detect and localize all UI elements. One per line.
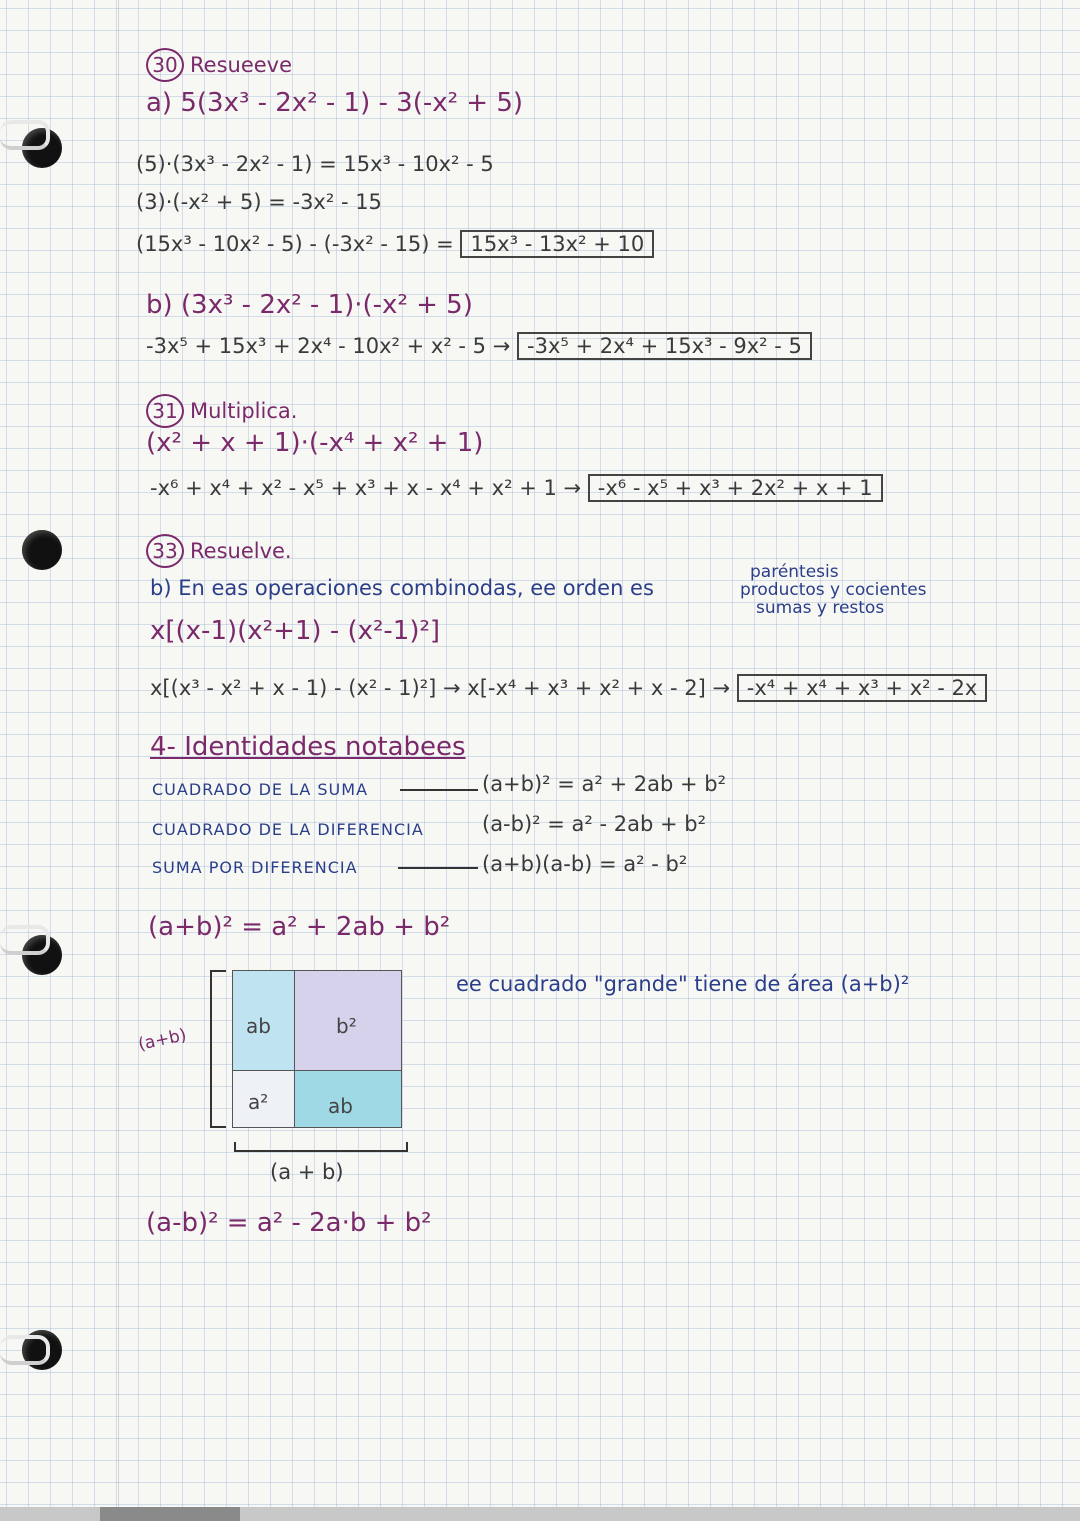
arrow-line (398, 867, 478, 869)
exercise-title: Multiplica. (190, 399, 298, 423)
ex30-b-line1-text: -3x⁵ + 15x³ + 2x⁴ - 10x² + x² - 5 → (146, 334, 511, 358)
ex30-b-result: -3x⁵ + 2x⁴ + 15x³ - 9x² - 5 (517, 332, 812, 360)
arrow-line (400, 789, 478, 791)
ex33-b-text: b) En eas operaciones combinodas, ee orden es (150, 576, 654, 600)
exercise-number: 31 (146, 394, 184, 428)
ex30-b-line1 (146, 334, 812, 358)
identity-label-sum-by-diff: SUMA POR DIFERENCIA (152, 858, 358, 877)
identity-label-square-diff: CUADRADO DE LA DIFERENCIA (152, 820, 424, 839)
side-bracket (210, 970, 226, 1128)
ex31-result: -x⁶ - x⁵ + x³ + 2x² + x + 1 (588, 474, 883, 502)
ex30-a-line3 (136, 232, 654, 256)
exercise-title: Resueeve (190, 53, 293, 77)
ex31-line1 (150, 476, 883, 500)
identity-label-square-sum: CUADRADO DE LA SUMA (152, 780, 369, 799)
side-label: (a+b) (136, 1025, 189, 1055)
exercise-31-header (146, 394, 297, 428)
big-formula: (a+b)² = a² + 2ab + b² (148, 912, 451, 942)
margin-line (118, 0, 119, 1521)
bottom-bracket (234, 1142, 408, 1152)
exercise-number: 30 (146, 48, 184, 82)
diff-formula: (a-b)² = a² - 2a·b + b² (146, 1208, 432, 1238)
ex33-line1-text: x[(x³ - x² + x - 1) - (x² - 1)²] → x[-x⁴ + x³ + x² + x - 2] → (150, 676, 731, 700)
ex30-b-statement: b) (3x³ - 2x² - 1)·(-x² + 5) (146, 290, 473, 320)
binder-ring (0, 120, 50, 150)
binder-ring (0, 925, 50, 955)
area-note: ee cuadrado "grande" tiene de área (a+b)² (456, 972, 910, 996)
ex33-line1 (150, 676, 987, 700)
identity-formula-sum-by-diff: (a+b)(a-b) = a² - b² (482, 852, 688, 876)
ex30-a-result: 15x³ - 13x² + 10 (460, 230, 654, 258)
binder-ring (0, 1335, 50, 1365)
ex33-order-1: paréntesis (750, 562, 839, 582)
ex30-a-line1: (5)·(3x³ - 2x² - 1) = 15x³ - 10x² - 5 (136, 152, 494, 176)
ex31-statement: (x² + x + 1)·(-x⁴ + x² + 1) (146, 428, 484, 458)
exercise-30-header (146, 48, 292, 82)
ex33-order-2: productos y cocientes (740, 580, 927, 600)
section-4-title: 4- Identidades notabees (150, 732, 466, 762)
ex33-order-3: sumas y restos (756, 598, 885, 618)
page-bottom-shadow (100, 1507, 240, 1521)
binder-hole (22, 530, 62, 570)
exercise-number: 33 (146, 534, 184, 568)
identity-formula-square-sum: (a+b)² = a² + 2ab + b² (482, 772, 727, 796)
exercise-title: Resuelve. (190, 539, 292, 563)
cell-label-a2: a² (248, 1090, 269, 1114)
exercise-33-header (146, 534, 292, 568)
area-diagram (232, 970, 402, 1160)
cell-label-ab: ab (246, 1014, 271, 1038)
cell-label-b2: b² (336, 1014, 357, 1038)
cell-label-ab: ab (328, 1094, 353, 1118)
bottom-label: (a + b) (270, 1160, 344, 1184)
ex30-a-line2: (3)·(-x² + 5) = -3x² - 15 (136, 190, 382, 214)
ex30-a-line3-text: (15x³ - 10x² - 5) - (-3x² - 15) = (136, 232, 454, 256)
ex31-line1-text: -x⁶ + x⁴ + x² - x⁵ + x³ + x - x⁴ + x² + 1 → (150, 476, 582, 500)
identity-formula-square-diff: (a-b)² = a² - 2ab + b² (482, 812, 706, 836)
ex33-result: -x⁴ + x⁴ + x³ + x² - 2x (737, 674, 988, 702)
ex30-a-statement: a) 5(3x³ - 2x² - 1) - 3(-x² + 5) (146, 88, 524, 118)
ex33-statement: x[(x-1)(x²+1) - (x²-1)²] (150, 616, 441, 646)
